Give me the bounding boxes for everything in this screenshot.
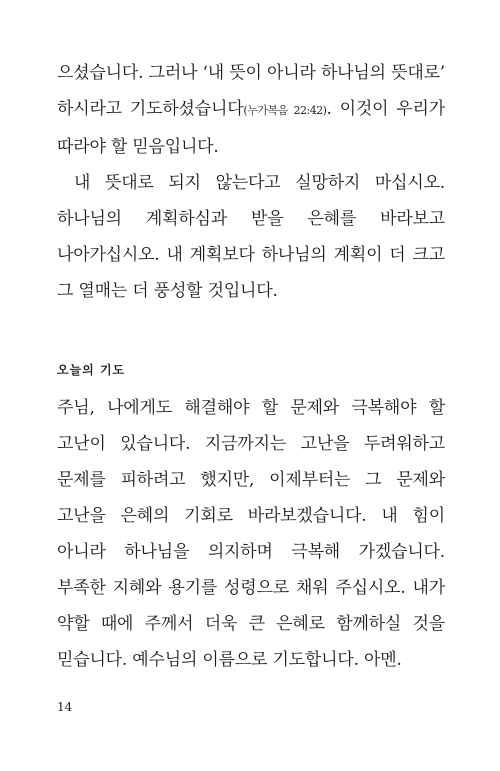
- paragraph-1-text-end: . 이것이 우리가 따라야 할 믿음입니다.: [57, 99, 445, 157]
- page-content: [57, 55, 445, 678]
- paragraph-2: 내 뜻대로 되지 않는다고 실망하지 마십시오. 하나님의 계획하심과 받을 은혜를 바라보고 나아가십시오. 내 계획보다 하나님의 계획이 더 크고 그 열매는 더 풍성할 것입니다.: [57, 173, 445, 301]
- page-number: 14: [57, 700, 73, 714]
- scripture-reference: (누가복음 22:42): [243, 104, 327, 117]
- paragraph-1: [57, 55, 445, 165]
- prayer-text: 주님, 나에게도 해결해야 할 문제와 극복해야 할 고난이 있습니다. 지금까지는 고난을 두려워하고 문제를 피하려고 했지만, 이제부터는 그 문제와 고난을 은혜의 기회로 바라보겠습니다. 내 힘이 아니라 하나님을 의지하며 극복해 가겠습니다. 부족한 지혜와 용기를 성령으로 채워 주십시오. 내가 약할 때에 주께서 더욱 큰 은혜로 함께하실 것을 믿습니다. 예수님의 이름으로 기도합니다. 아멘.: [57, 398, 445, 670]
- paragraph-1-text: 으셨습니다. 그러나 ‘내 뜻이 아니라 하나님의 뜻대로’ 하시라고 기도하셨습니다: [57, 63, 445, 119]
- prayer-heading: 오늘의 기도: [57, 363, 126, 377]
